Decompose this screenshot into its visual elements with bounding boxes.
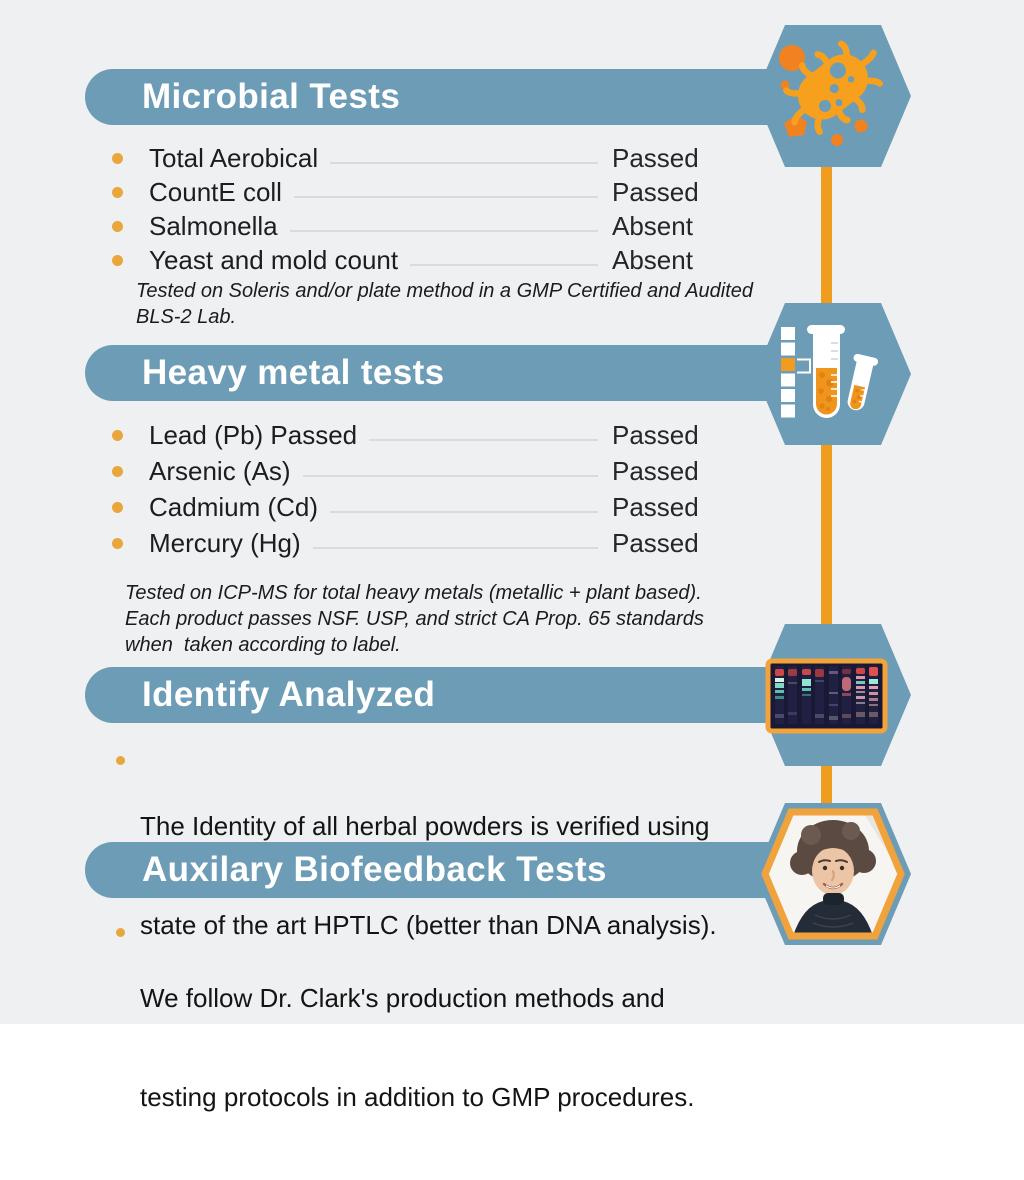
leader-line	[290, 230, 598, 232]
test-name: CountE coll	[149, 176, 282, 207]
section-title: Heavy metal tests	[142, 353, 445, 392]
test-name: Total Aerobical	[149, 142, 319, 173]
hexagon-node-microbial	[755, 25, 911, 167]
test-status: Passed	[612, 142, 699, 173]
heavy-metal-test-list	[112, 417, 704, 561]
test-status: Passed	[612, 455, 699, 486]
section-title: Identify Analyzed	[142, 675, 436, 714]
bullet-icon	[112, 255, 123, 266]
leader-line	[330, 511, 598, 513]
section-title: Auxilary Biofeedback Tests	[142, 850, 607, 889]
bullet-icon	[112, 466, 123, 477]
leader-line	[294, 196, 598, 198]
microbial-test-list	[112, 141, 704, 277]
footnote-heavy-metal	[125, 580, 704, 658]
bullet-icon	[112, 538, 123, 549]
footnote-line: Tested on ICP-MS for total heavy metals (metallic + plant based).	[125, 582, 702, 604]
section-banner-heavy-metal	[85, 345, 797, 401]
test-result-row	[112, 525, 704, 561]
footnote-line: Each product passes NSF. USP, and strict CA Prop. 65 standards	[125, 608, 704, 630]
gel-electrophoresis-image	[755, 624, 911, 766]
biofeedback-note	[116, 916, 695, 1180]
footnote-line: Tested on Soleris and/or plate method in a GMP Certified and Audited	[136, 280, 754, 302]
test-name: Cadmium (Cd)	[149, 491, 319, 522]
bullet-icon	[116, 756, 125, 765]
footnote-microbial	[136, 278, 753, 330]
hexagon-node-identity	[755, 624, 911, 766]
test-name: Arsenic (As)	[149, 455, 291, 486]
bullet-icon	[116, 928, 125, 937]
test-result-row	[112, 141, 704, 175]
test-result-row	[112, 175, 704, 209]
note-line: The Identity of all herbal powders is verified using	[140, 811, 710, 841]
hexagon-node-heavy-metal	[755, 303, 911, 445]
leader-line	[369, 439, 598, 441]
test-name: Mercury (Hg)	[149, 527, 301, 558]
test-status: Passed	[612, 176, 699, 207]
test-result-row	[112, 209, 704, 243]
leader-line	[330, 162, 598, 164]
test-status: Passed	[612, 419, 699, 450]
test-result-row	[112, 489, 704, 525]
test-result-row	[112, 243, 704, 277]
leader-line	[410, 264, 598, 266]
note-line: We follow Dr. Clark's production methods and	[140, 983, 665, 1013]
test-status: Passed	[612, 491, 699, 522]
section-banner-microbial	[85, 69, 797, 125]
bullet-icon	[112, 221, 123, 232]
section-title: Microbial Tests	[142, 77, 401, 116]
test-result-row	[112, 417, 704, 453]
bullet-icon	[112, 153, 123, 164]
test-name: Lead (Pb) Passed	[149, 419, 358, 450]
test-tubes-icon	[755, 303, 911, 445]
hexagon-node-biofeedback	[755, 803, 911, 945]
microbe-icon	[755, 25, 911, 167]
bullet-icon	[112, 187, 123, 198]
section-banner-identity	[85, 667, 797, 723]
dr-clark-portrait	[755, 803, 911, 945]
bullet-icon	[112, 430, 123, 441]
test-status: Absent	[612, 210, 693, 241]
leader-line	[313, 547, 598, 549]
leader-line	[303, 475, 598, 477]
test-status: Passed	[612, 527, 699, 558]
note-line: testing protocols in addition to GMP procedures.	[140, 1082, 695, 1112]
test-status: Absent	[612, 244, 693, 275]
test-result-row	[112, 453, 704, 489]
footnote-line: BLS-2 Lab.	[136, 306, 237, 328]
test-name: Salmonella	[149, 210, 278, 241]
note-line: state of the art HPTLC (better than DNA analysis).	[140, 910, 717, 940]
test-name: Yeast and mold count	[149, 244, 399, 275]
bullet-icon	[112, 502, 123, 513]
footnote-line: when taken according to label.	[125, 634, 401, 656]
